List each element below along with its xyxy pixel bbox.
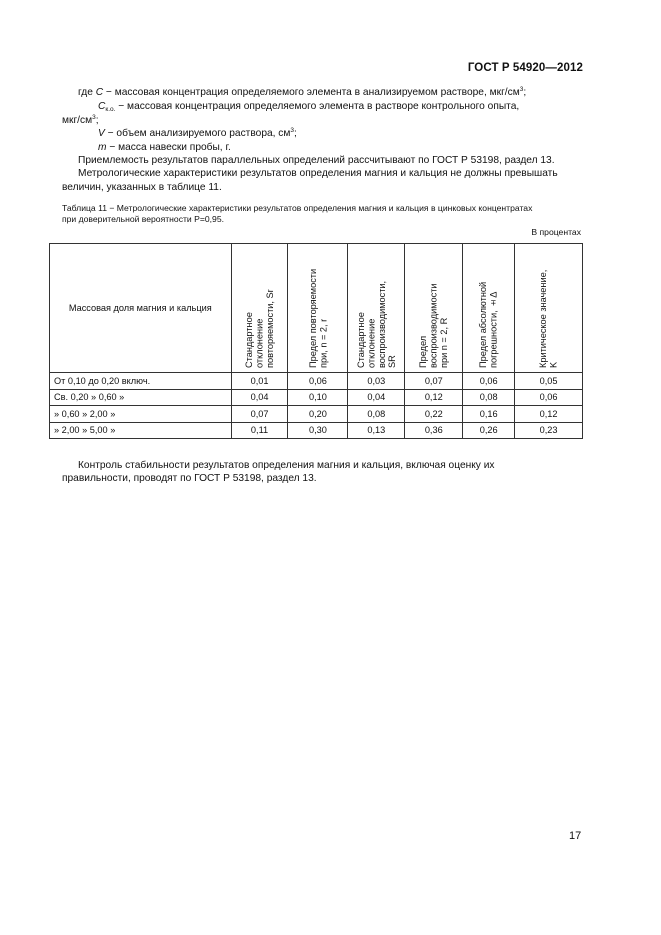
table-row <box>50 373 583 390</box>
page-number: 17 <box>569 830 582 842</box>
definition-m: m − масса навески пробы, г. <box>98 141 231 153</box>
header-reproducibility-limit: Предел воспроизводимости при n = 2, R <box>405 244 463 373</box>
cell-sR: 0,04 <box>348 389 405 406</box>
definitions-block <box>62 86 581 194</box>
header-critical-value: Критическое значение, K <box>515 244 583 373</box>
cell-R: 0,12 <box>405 389 463 406</box>
table-caption: Таблица 11 − Метрологические характеристики результатов определения магния и кальция в цинковых концентратах при доверительной вероятности P=0,95. <box>62 203 533 225</box>
metrology-table <box>49 243 583 439</box>
definition-cko: $C_{к.о.}$ − массовая концентрация определяемого элемента в растворе контрольного опыта, <box>98 101 520 114</box>
cell-sr: 0,04 <box>231 389 288 406</box>
closing-paragraph: Контроль стабильности результатов определения магния и кальция, включая оценку их правильности, проводят по ГОСТ Р 53198, раздел 13. <box>62 460 495 485</box>
cell-sr: 0,07 <box>231 406 288 423</box>
table-header-row <box>50 244 583 373</box>
cell-delta: 0,16 <box>463 406 515 423</box>
row-range: » 2,00 » 5,00 » <box>50 422 232 439</box>
cell-sr: 0,11 <box>231 422 288 439</box>
paragraph-metrology-line1: Метрологические характеристики результатов определения магния и кальция не должны превышать <box>78 168 558 180</box>
cell-sR: 0,03 <box>348 373 405 390</box>
header-std-repeatability: Стандартное отклонение повторяемости, Sr <box>231 244 288 373</box>
row-range: От 0,10 до 0,20 включ. <box>50 373 232 390</box>
cell-delta: 0,06 <box>463 373 515 390</box>
cell-k: 0,12 <box>515 406 583 423</box>
header-absolute-error: Предел абсолютной погрешности, ±Δ <box>463 244 515 373</box>
cell-sr: 0,01 <box>231 373 288 390</box>
definition-c: где C − массовая концентрация определяемого элемента в анализируемом растворе, мкг/$см^3$; <box>78 86 527 98</box>
cell-k: 0,06 <box>515 389 583 406</box>
cell-R: 0,36 <box>405 422 463 439</box>
header-mass-fraction: Массовая доля магния и кальция <box>50 244 232 373</box>
cell-r: 0,30 <box>288 422 348 439</box>
header-std-reproducibility: Стандартное отклонение воспроизводимости, SR <box>348 244 405 373</box>
cell-delta: 0,08 <box>463 389 515 406</box>
table-row <box>50 406 583 423</box>
cell-sR: 0,13 <box>348 422 405 439</box>
paragraph-metrology-line2: величин, указанных в таблице 11. <box>62 181 222 193</box>
table-row <box>50 389 583 406</box>
table-row <box>50 422 583 439</box>
definition-v: V − объем анализируемого раствора, $см^3$; <box>98 127 297 140</box>
cell-R: 0,22 <box>405 406 463 423</box>
cell-k: 0,23 <box>515 422 583 439</box>
cell-r: 0,06 <box>288 373 348 390</box>
standard-header: ГОСТ Р 54920—2012 <box>467 62 583 74</box>
cell-r: 0,10 <box>288 389 348 406</box>
paragraph-acceptability: Приемлемость результатов параллельных определений рассчитывают по ГОСТ Р 53198, раздел 13. <box>78 155 555 167</box>
cell-delta: 0,26 <box>463 422 515 439</box>
row-range: Св. 0,20 » 0,60 » <box>50 389 232 406</box>
cell-k: 0,05 <box>515 373 583 390</box>
table-unit: В процентах <box>531 227 581 237</box>
row-range: » 0,60 » 2,00 » <box>50 406 232 423</box>
cell-sR: 0,08 <box>348 406 405 423</box>
cell-R: 0,07 <box>405 373 463 390</box>
cell-r: 0,20 <box>288 406 348 423</box>
header-repeatability-limit: Предел повторяемости при, n = 2, r <box>288 244 348 373</box>
definition-cko-cont: мкг/$см^3$; <box>62 113 99 126</box>
